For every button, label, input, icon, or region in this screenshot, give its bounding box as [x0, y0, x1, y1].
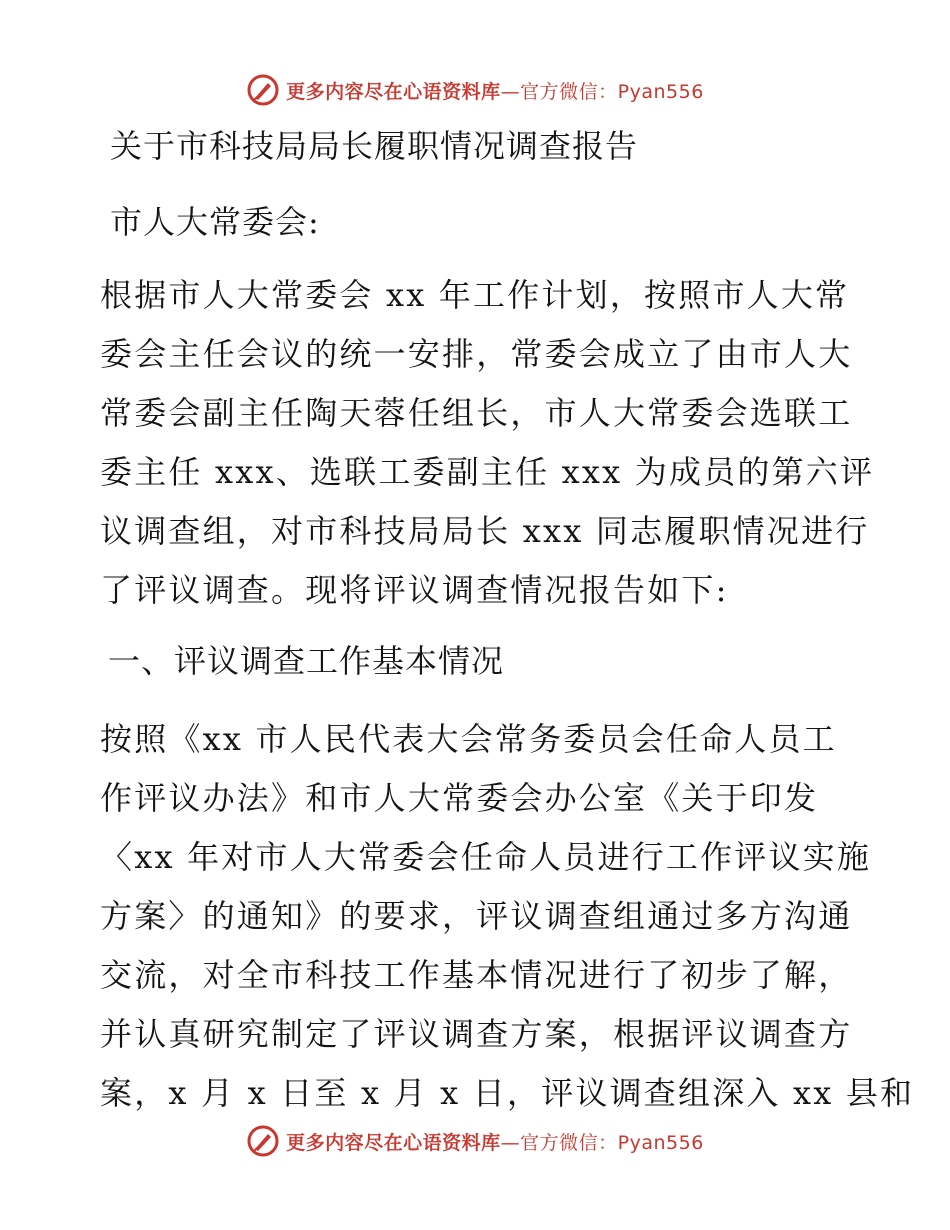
text-line: 按照《xx 市人民代表大会常务委员会任命人员工 — [100, 720, 837, 758]
watermark-text: 更多内容尽在心语资料库—官方微信：Pyan556 — [286, 80, 704, 103]
text-line: 根据市人大常委会 xx 年工作计划，按照市人大常 — [100, 276, 850, 314]
text-line: 了评议调查。现将评议调查情况报告如下: — [100, 571, 729, 609]
text-line: 〈xx 年对市人大常委会任命人员进行工作评议实施 — [100, 838, 872, 876]
text-line: 议调查组，对市科技局局长 xxx 同志履职情况进行 — [100, 512, 870, 550]
document-title: 关于市科技局局长履职情况调查报告 — [110, 127, 639, 165]
text-line: 并认真研究制定了评议调查方案，根据评议调查方 — [100, 1015, 853, 1053]
paragraph-intro — [100, 266, 875, 620]
watermark-text: 更多内容尽在心语资料库—官方微信：Pyan556 — [286, 1131, 704, 1154]
quill-pen-icon — [246, 1124, 280, 1158]
text-line: 委主任 xxx、选联工委副主任 xxx 为成员的第六评 — [100, 453, 875, 491]
footer-watermark — [0, 1121, 950, 1161]
section-heading: 一、评议调查工作基本情况 — [108, 642, 505, 680]
text-line: 常委会副主任陶天蓉任组长，市人大常委会选联工 — [100, 394, 853, 432]
salutation: 市人大常委会: — [110, 203, 320, 241]
text-line: 方案〉的通知》的要求，评议调查组通过多方沟通 — [100, 897, 853, 935]
text-line: 案，x 月 x 日至 x 月 x 日，评议调查组深入 xx 县和 — [100, 1074, 915, 1112]
paragraph-basic-situation — [100, 710, 915, 1123]
text-line: 委会主任会议的统一安排，常委会成立了由市人大 — [100, 335, 853, 373]
header-watermark — [0, 70, 950, 110]
text-line: 作评议办法》和市人大常委会办公室《关于印发 — [100, 779, 819, 817]
quill-pen-icon — [246, 73, 280, 107]
text-line: 交流，对全市科技工作基本情况进行了初步了解， — [100, 956, 853, 994]
